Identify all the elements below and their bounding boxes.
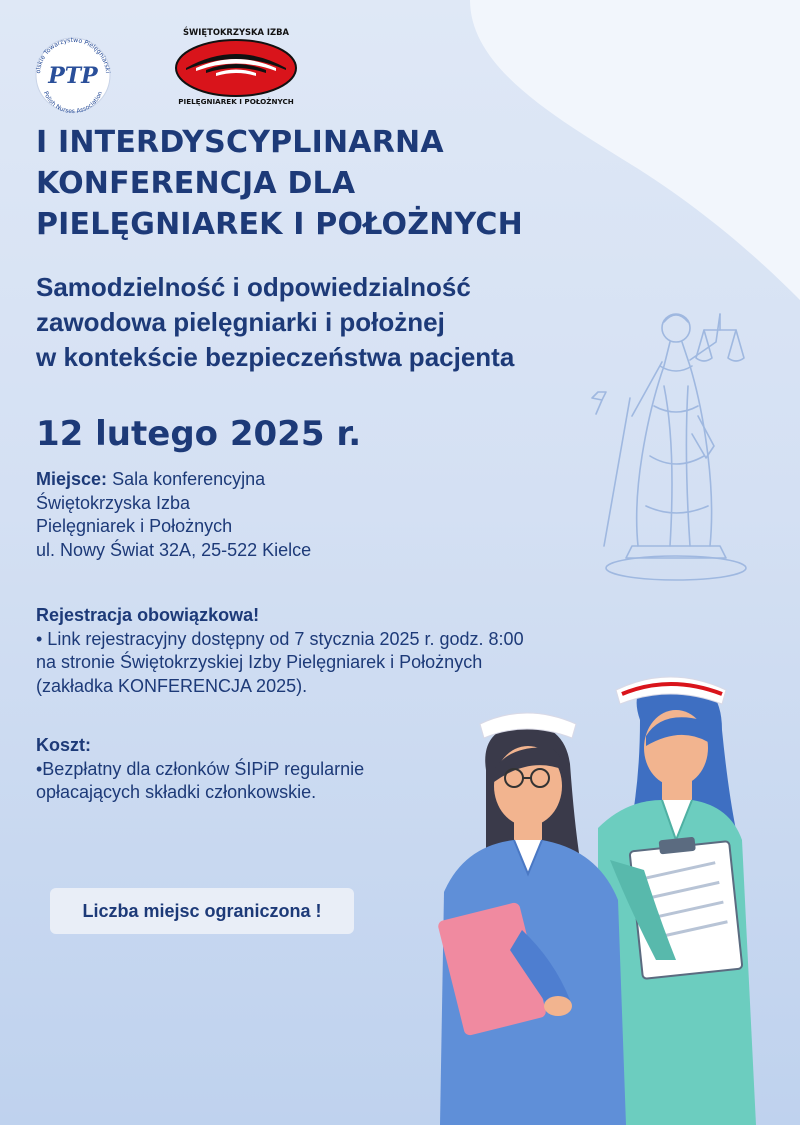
venue-line-4: ul. Nowy Świat 32A, 25-522 Kielce <box>36 539 312 560</box>
venue-line-1: Sala konferencyjna <box>112 469 266 489</box>
sipip-logo-top-text: ŚWIĘTOKRZYSKA IZBA <box>183 27 289 37</box>
registration-heading: Rejestracja obowiązkowa! <box>36 605 260 625</box>
limited-seats-badge: Liczba miejsc ograniczona ! <box>50 888 354 934</box>
title-line-3: PIELĘGNIAREK I POŁOŻNYCH <box>36 207 523 242</box>
conference-subtitle <box>36 270 636 375</box>
registration-line-3: (zakładka KONFERENCJA 2025). <box>36 675 308 696</box>
venue-block <box>36 468 436 562</box>
cost-block <box>36 734 476 805</box>
subtitle-line-3: w kontekście bezpieczeństwa pacjenta <box>36 342 515 372</box>
title-line-1: I INTERDYSCYPLINARNA <box>36 125 444 160</box>
venue-line-3: Pielęgniarek i Położnych <box>36 516 233 536</box>
cost-line-1: •Bezpłatny dla członków ŚIPiP regularnie <box>36 758 365 779</box>
ptp-logo-arc-text: olskie Towarzystwo Pielęgniarski <box>34 36 111 74</box>
sipip-logo <box>172 26 300 106</box>
lady-justice-illustration <box>580 296 760 586</box>
registration-line-2: na stronie Świętokrzyskiej Izby Pielęgniarek i Położnych <box>36 652 483 672</box>
conference-date: 12 lutego 2025 r. <box>36 414 362 454</box>
cost-line-2: opłacających składki członkowskie. <box>36 782 317 802</box>
subtitle-line-2: zawodowa pielęgniarki i położnej <box>36 307 445 337</box>
nurses-illustration <box>430 660 800 1125</box>
ptp-logo-bottom-text: Polish Nurses Association <box>41 90 105 114</box>
registration-line-1: • Link rejestracyjny dostępny od 7 stycznia 2025 r. godz. 8:00 <box>36 628 524 649</box>
subtitle-line-1: Samodzielność i odpowiedzialność <box>36 272 471 302</box>
ptp-logo-initials: PTP <box>48 63 98 89</box>
sipip-logo-bottom-text: PIELĘGNIAREK I POŁOŻNYCH <box>178 97 294 106</box>
cost-heading: Koszt: <box>36 735 91 755</box>
venue-line-2: Świętokrzyska Izba <box>36 492 191 513</box>
ptp-logo <box>26 36 120 114</box>
title-line-2: KONFERENCJA DLA <box>36 166 356 201</box>
conference-title <box>36 122 656 245</box>
venue-label: Miejsce: <box>36 469 108 489</box>
